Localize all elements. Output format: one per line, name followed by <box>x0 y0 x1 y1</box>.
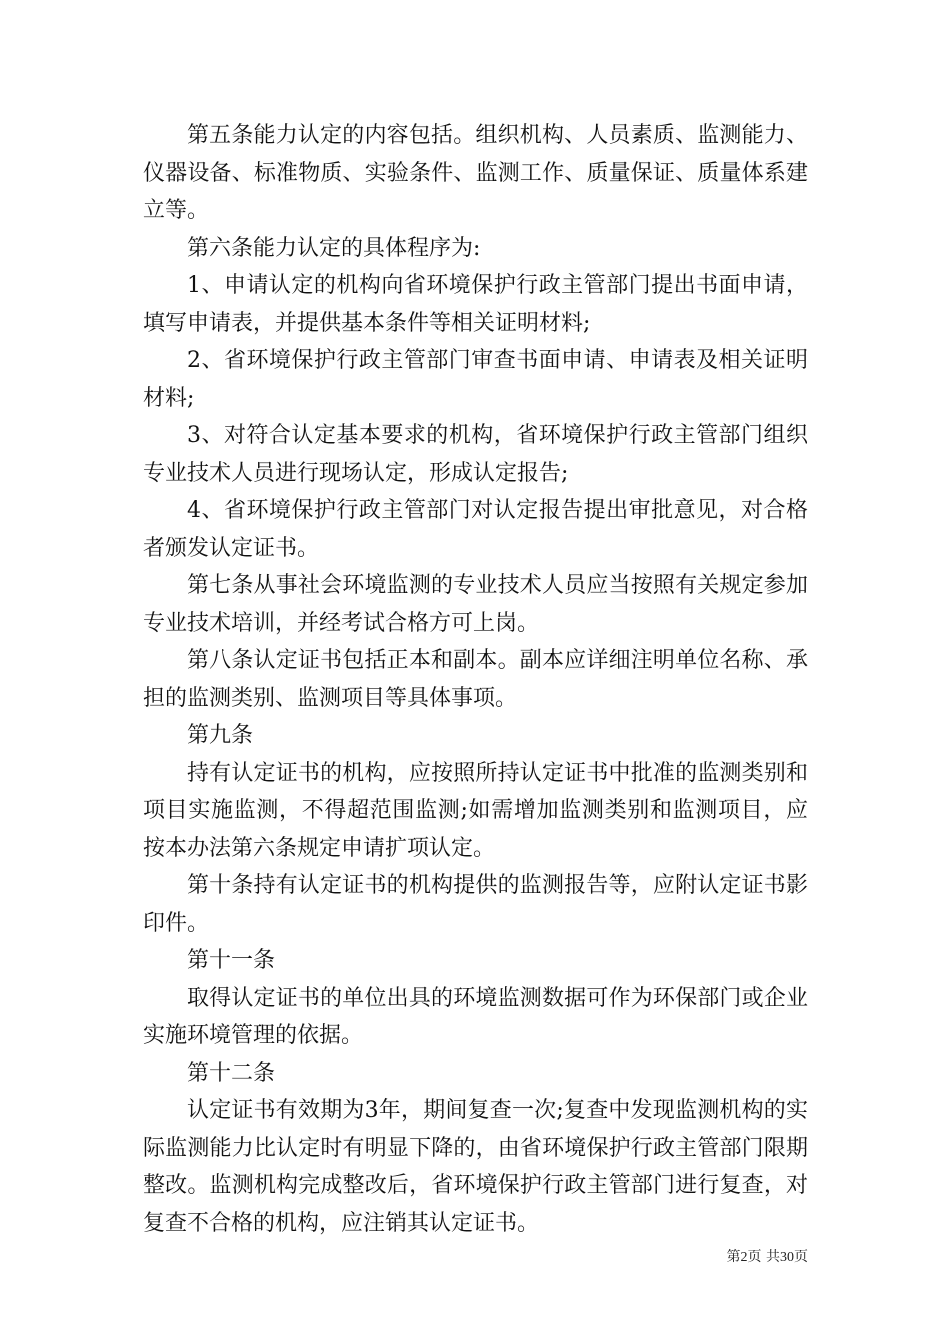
article-5-paragraph: 第五条能力认定的内容包括。组织机构、人员素质、监测能力、仪器设备、标准物质、实验条件、监测工作、质量保证、质量体系建立等。 <box>143 123 808 223</box>
footer-prefix: 第 <box>726 1249 741 1265</box>
footer-suffix: 页 <box>794 1249 808 1265</box>
article-10-paragraph: 第十条持有认定证书的机构提供的监测报告等，应附认定证书影印件。 <box>143 873 808 936</box>
footer-middle: 页 共 <box>747 1249 780 1265</box>
procedure-step-2: 2、省环境保护行政主管部门审查书面申请、申请表及相关证明材料; <box>143 348 808 411</box>
article-9-heading: 第九条 <box>187 723 254 748</box>
article-8-paragraph: 第八条认定证书包括正本和副本。副本应详细注明单位名称、承担的监测类别、监测项目等具体事项。 <box>143 648 808 711</box>
page-footer <box>0 1246 808 1266</box>
procedure-step-3: 3、对符合认定基本要求的机构，省环境保护行政主管部门组织专业技术人员进行现场认定，形成认定报告; <box>143 423 808 486</box>
document-body <box>143 117 808 1242</box>
procedure-step-4: 4、省环境保护行政主管部门对认定报告提出审批意见，对合格者颁发认定证书。 <box>143 498 808 561</box>
article-6-heading: 第六条能力认定的具体程序为: <box>187 235 481 261</box>
page-number: 2 <box>740 1250 748 1265</box>
total-pages: 30 <box>780 1250 794 1265</box>
article-7-paragraph: 第七条从事社会环境监测的专业技术人员应当按照有关规定参加专业技术培训，并经考试合格方可上岗。 <box>143 573 808 636</box>
article-12-paragraph: 认定证书有效期为3年，期间复查一次;复查中发现监测机构的实际监测能力比认定时有明显下降的，由省环境保护行政主管部门限期整改。监测机构完成整改后，省环境保护行政主管部门进行复查，对复查不合格的机构，应注销其认定证书。 <box>143 1098 808 1236</box>
procedure-step-1: 1、申请认定的机构向省环境保护行政主管部门提出书面申请，填写申请表，并提供基本条件等相关证明材料; <box>143 273 808 336</box>
article-11-heading: 第十一条 <box>187 948 276 973</box>
article-9-paragraph: 持有认定证书的机构，应按照所持认定证书中批准的监测类别和项目实施监测，不得超范围监测;如需增加监测类别和监测项目，应按本办法第六条规定申请扩项认定。 <box>143 760 808 861</box>
article-11-paragraph: 取得认定证书的单位出具的环境监测数据可作为环保部门或企业实施环境管理的依据。 <box>143 985 808 1048</box>
article-12-heading: 第十二条 <box>187 1060 276 1086</box>
